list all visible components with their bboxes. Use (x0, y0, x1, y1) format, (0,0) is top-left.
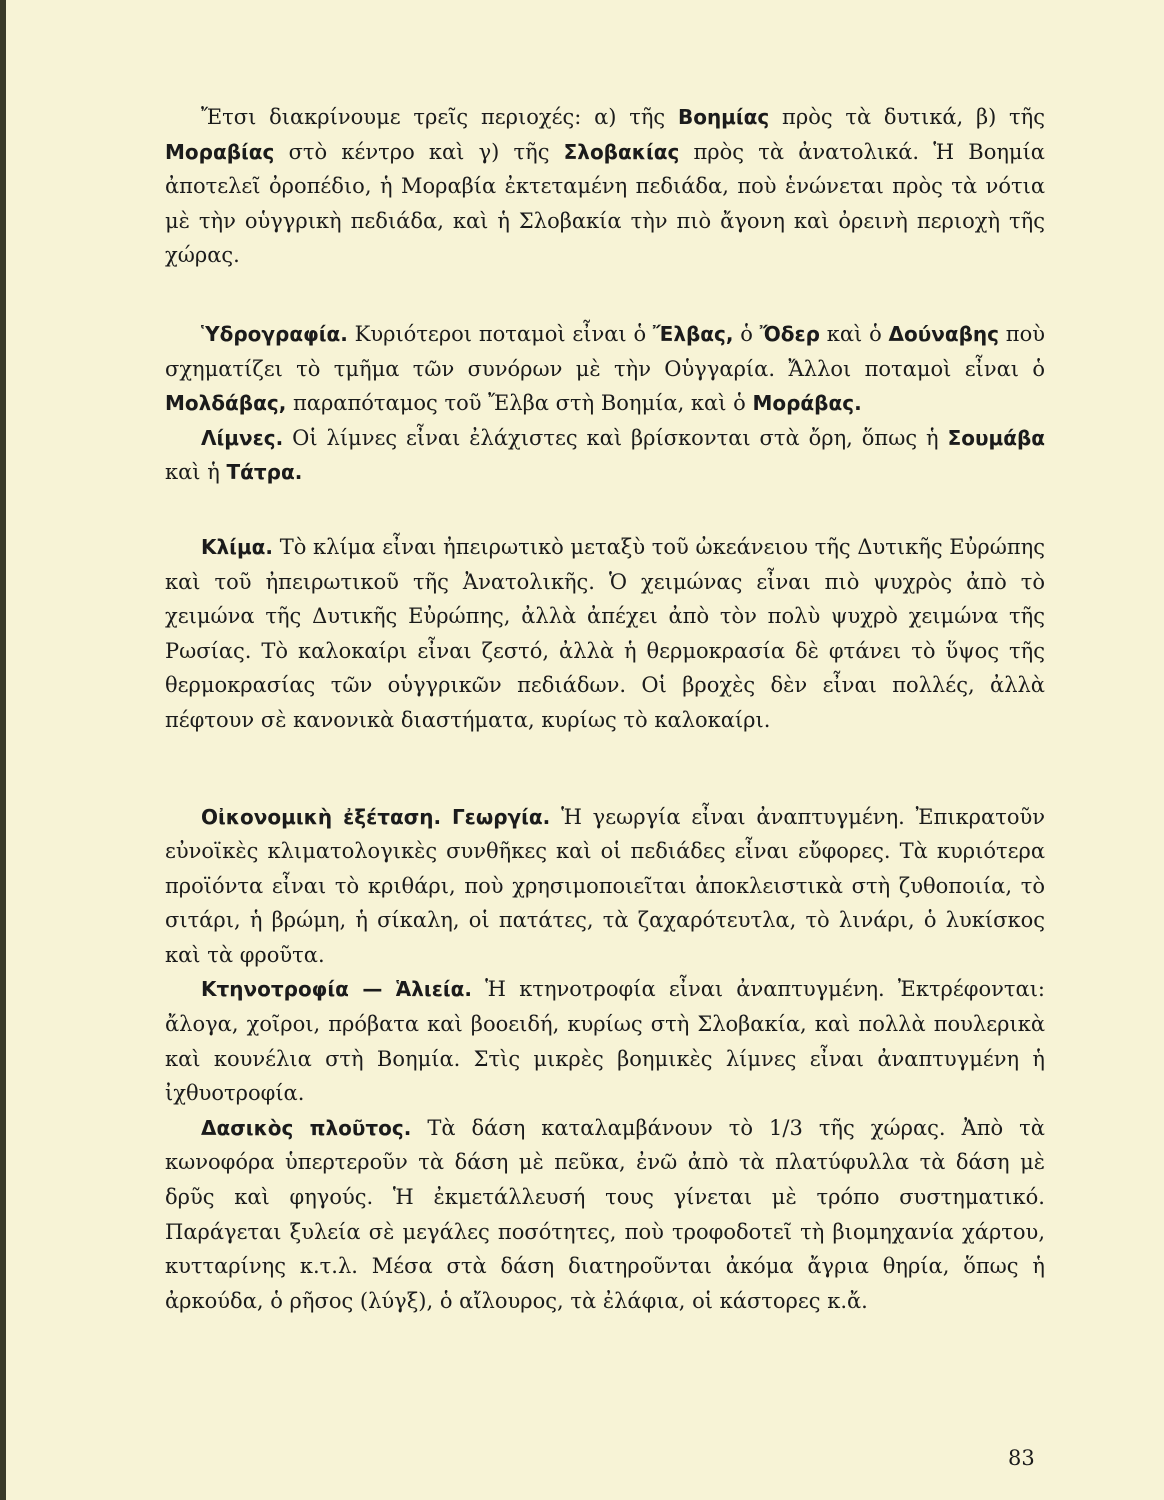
bold-term-morava: Μοράβας. (752, 391, 862, 416)
paragraph-livestock: Κτηνοτροφία — Ἁλιεία. Ἡ κτηνοτροφία εἶναι ἀναπτυγμένη. Ἐκτρέφονται: ἄλογα, χοῖροι, πρόβατα καὶ βοοειδή, κυρίως στὴ Σλοβακία, καὶ πολλὰ πουλερικὰ καὶ κουνέλια στὴ Βοημία. Στὶς μικρὲς βοημικὲς λίμνες εἶναι ἀναπτυγμένη ἡ ἰχθυοτροφία. (165, 977, 1046, 1106)
section-heading-lakes: Λίμνες. (201, 425, 284, 450)
bold-term-elbe: Ἔλβας, (652, 321, 734, 346)
paragraph-forest: Δασικὸς πλοῦτος. Τὰ δάση καταλαμβάνουν τὸ 1/3 τῆς χώρας. Ἀπὸ τὰ κωνοφόρα ὑπερτεροῦν τὰ δάση μὲ πεῦκα, ἐνῶ ἀπὸ τὰ πλατύφυλλα τὰ δάση μὲ δρῦς καὶ φηγούς. Ἡ ἐκμετάλλευσή τους γίνεται μὲ τρόπο συστηματικό. Παράγεται ξυλεία σὲ μεγάλες ποσότητες, ποὺ τροφοδοτεῖ τὴ βιομηχανία χάρτου, κυτταρίνης κ.τ.λ. Μέσα στὰ δάση διατηροῦνται ἀκόμα ἄγρια θηρία, ὅπως ἡ ἀρκούδα, ὁ ρῆσος (λύγξ), ὁ αἴλουρος, τὰ ἐλάφια, οἱ κάστορες κ.ἄ. (165, 1115, 1045, 1313)
section-heading-climate: Κλίμα. (201, 534, 274, 559)
bold-term-vltava: Μολδάβας, (165, 391, 287, 416)
section-heading-forest: Δασικὸς πλοῦτος. (201, 1115, 412, 1140)
section-heading-economy: Οἰκονομικὴ ἐξέταση. (201, 804, 442, 829)
paragraph-economy: Οἰκονομικὴ ἐξέταση. Γεωργία. Ἡ γεωργία εἶναι ἀναπτυγμένη. Ἐπικρατοῦν εὐνοϊκὲς κλιματολογικὲς συνθῆκες καὶ οἱ πεδιάδες εἶναι εὔφορες. Τὰ κυριότερα προϊόντα εἶναι τὸ κριθάρι, ποὺ χρησιμοποιεῖται ἀποκλειστικὰ στὴ ζυθοποιία, τὸ σιτάρι, ἡ βρώμη, ἡ σίκαλη, οἱ πατάτες, τὰ ζαχαρότευτλα, τὸ λινάρι, ὁ λυκίσκος καὶ τὰ φροῦτα. (165, 804, 1045, 967)
page-number: 83 (1008, 1446, 1035, 1470)
paragraph-regions: Ἔτσι διακρίνουμε τρεῖς περιοχές: α) τῆς Βοημίας πρὸς τὰ δυτικά, β) τῆς Μοραβίας στὸ κέντρο καὶ γ) τῆς Σλοβακίας πρὸς τὰ ἀνατολικά. Ἡ Βοημία ἀποτελεῖ ὀροπέδιο, ἡ Μοραβία ἐκτεταμένη πεδιάδα, ποὺ ἑνώνεται πρὸς τὰ νότια μὲ τὴν οὑγγρικὴ πεδιάδα, καὶ ἡ Σλοβακία τὴν πιὸ ἄγονη καὶ ὀρεινὴ περιοχὴ τῆς χώρας. (165, 105, 1045, 268)
paragraph-climate: Κλίμα. Τὸ κλίμα εἶναι ἠπειρωτικὸ μεταξὺ τοῦ ὠκεάνειου τῆς Δυτικῆς Εὐρώπης καὶ τοῦ ἠπειρωτικοῦ τῆς Ἀνατολικῆς. Ὁ χειμώνας εἶναι πιὸ ψυχρὸς ἀπὸ τὸ χειμώνα τῆς Δυτικῆς Εὐρώπης, ἀλλὰ ἀπέχει ἀπὸ τὸν πολὺ ψυχρὸ χειμώνα τῆς Ρωσίας. Τὸ καλοκαίρι εἶναι ζεστό, ἀλλὰ ἡ θερμοκρασία δὲ φτάνει τὸ ὕψος τῆς θερμοκρασίας τῶν οὑγγρικῶν πεδιάδων. Οἱ βροχὲς δὲν εἶναι πολλές, ἀλλὰ πέφτουν σὲ κανονικὰ διαστήματα, κυρίως τὸ καλοκαίρι. (165, 534, 1046, 732)
section-heading-hydrography: Ὑδρογραφία. (201, 321, 348, 346)
bold-term-sumava: Σουμάβα (947, 425, 1045, 450)
paragraph-hydrography: Ὑδρογραφία. Κυριότεροι ποταμοὶ εἶναι ὁ Ἔλβας, ὁ Ὄδερ καὶ ὁ Δούναβης ποὺ σχηματίζει τὸ τμῆμα τῶν συνόρων μὲ τὴν Οὑγγαρία. Ἄλλοι ποταμοὶ εἶναι ὁ Μολδάβας, παραπόταμος τοῦ Ἔλβα στὴ Βοημία, καὶ ὁ Μοράβας. (165, 321, 1045, 416)
bold-term-bohemia: Βοημίας (677, 105, 770, 129)
page-edge (0, 0, 6, 1500)
page-body (165, 100, 1045, 1318)
bold-term-tatra: Τάτρα. (226, 460, 303, 485)
paragraph-lakes: Λίμνες. Οἱ λίμνες εἶναι ἐλάχιστες καὶ βρίσκονται στὰ ὄρη, ὅπως ἡ Σουμάβα καὶ ἡ Τάτρα. (165, 425, 1045, 485)
bold-term-moravia: Μοραβίας (165, 139, 275, 164)
bold-term-danube: Δούναβης (888, 321, 999, 346)
bold-term-slovakia: Σλοβακίας (563, 139, 680, 164)
section-heading-livestock: Κτηνοτροφία — Ἁλιεία. (201, 977, 472, 1002)
bold-term-oder: Ὄδερ (759, 321, 820, 346)
section-heading-agriculture: Γεωργία. (451, 804, 551, 829)
